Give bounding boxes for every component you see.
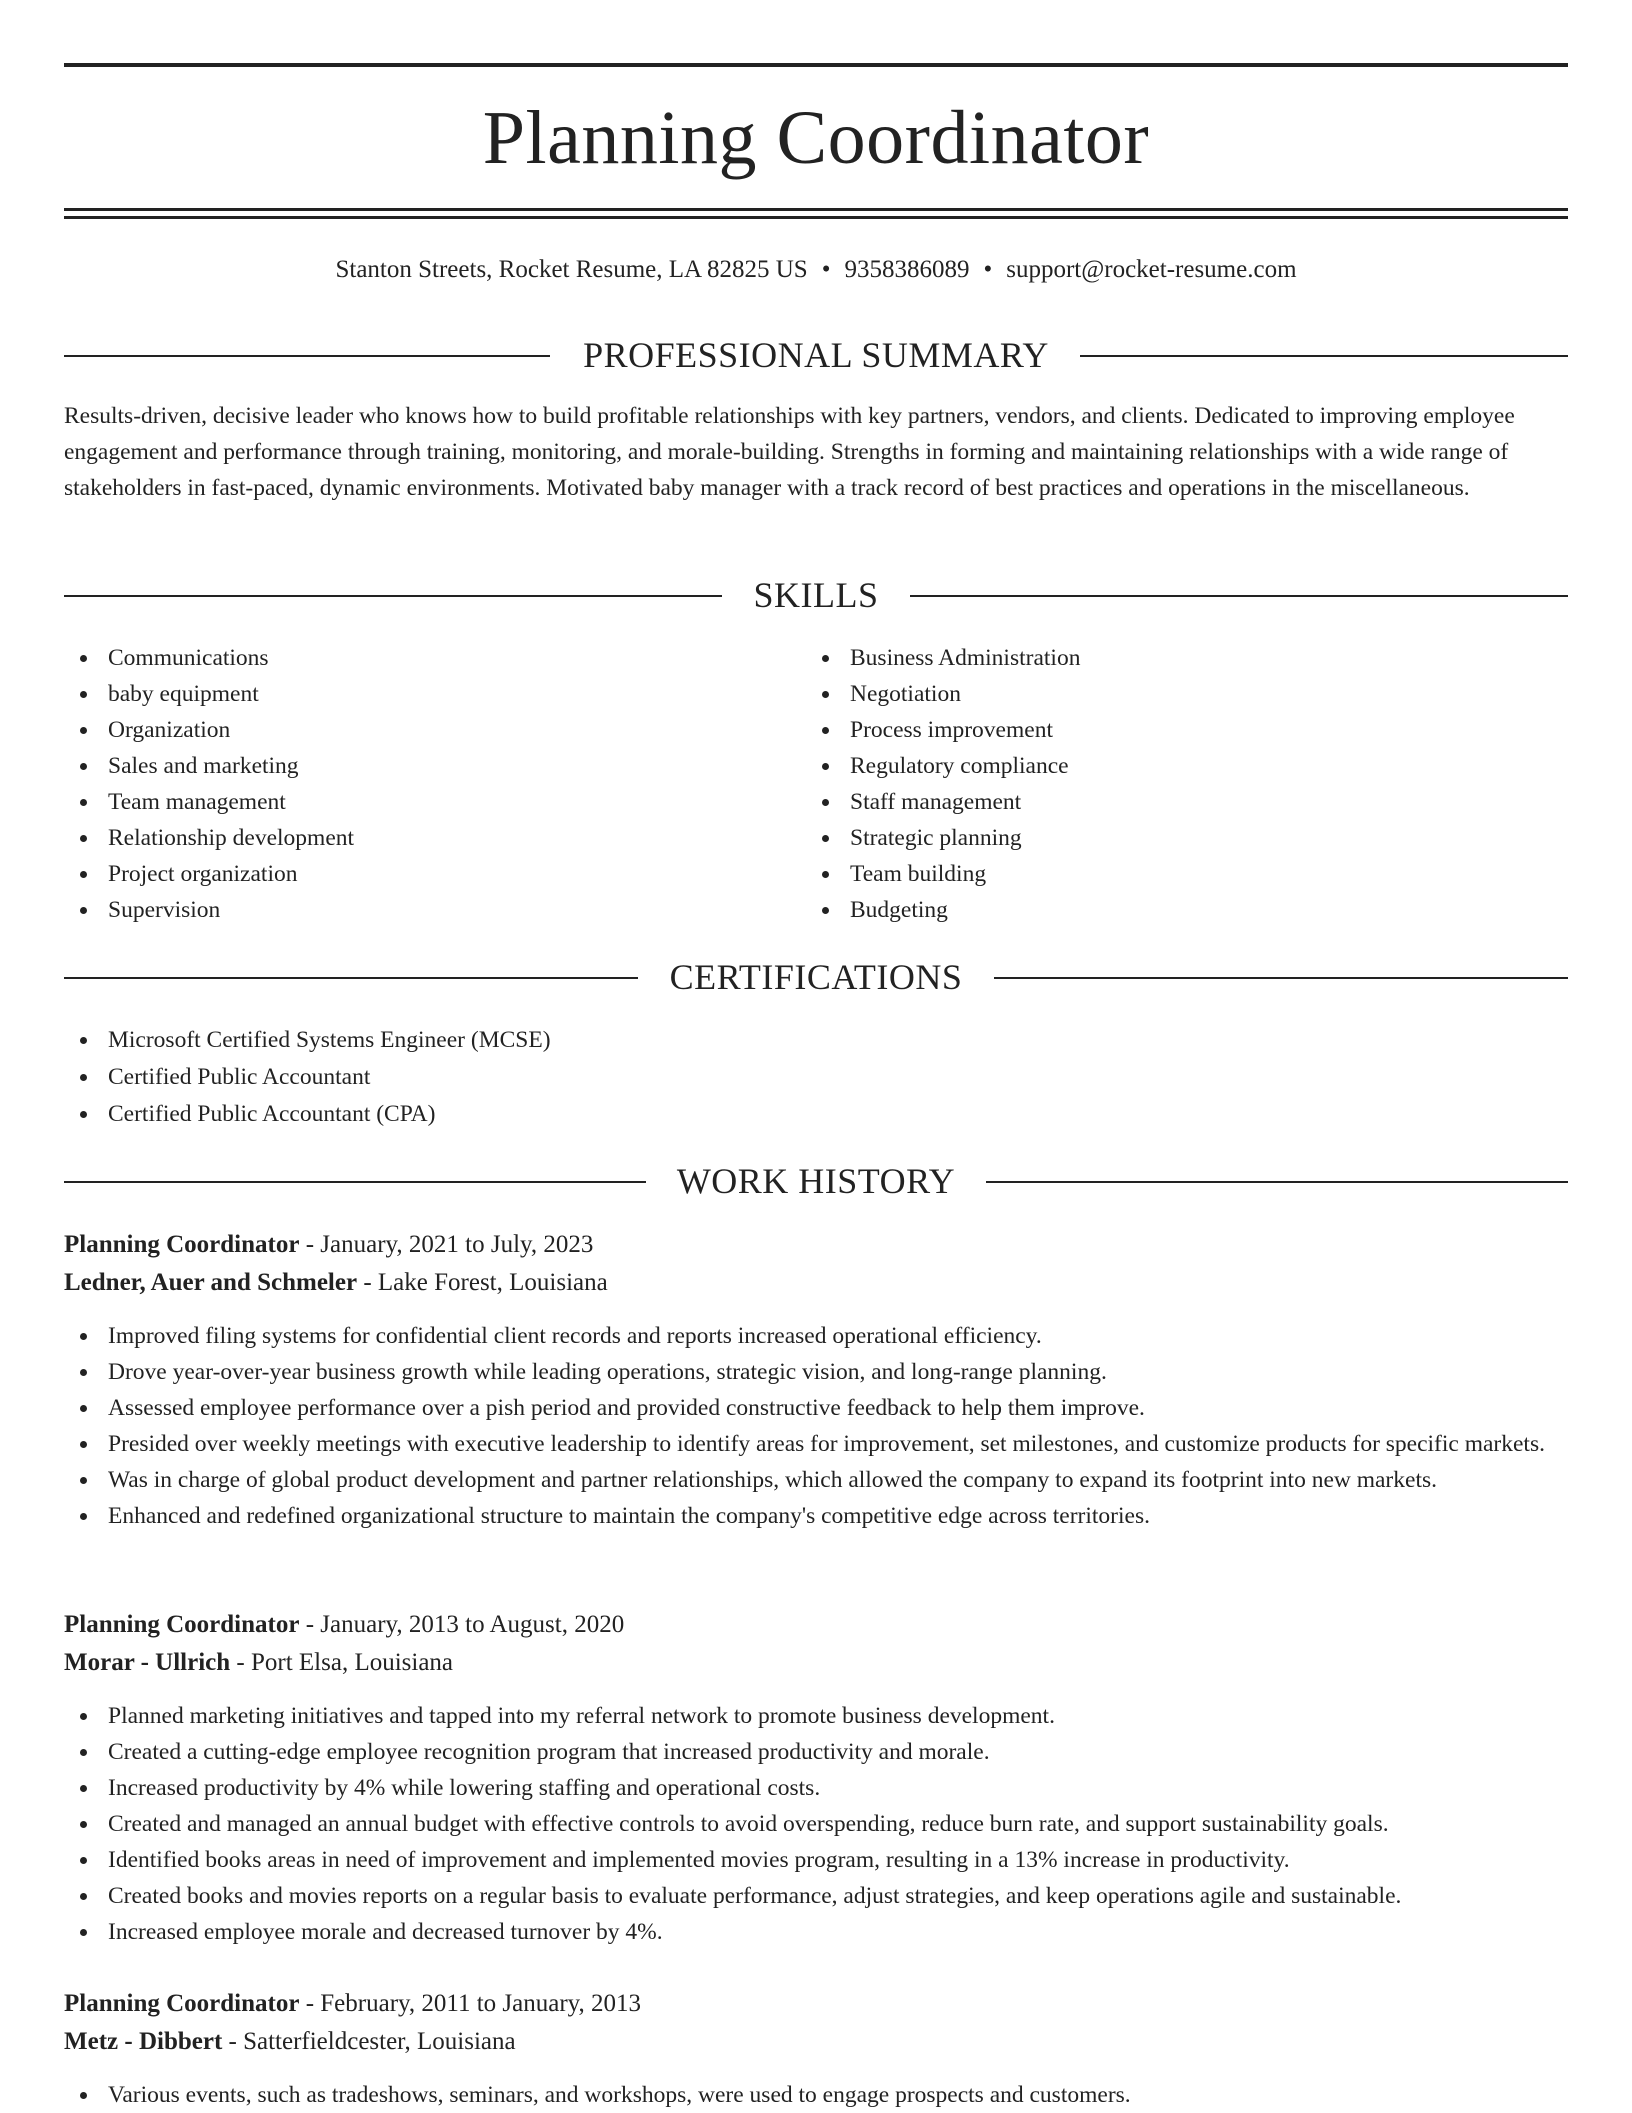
job-bullet: Planned marketing initiatives and tapped into my referral network to promote business development. bbox=[64, 1698, 1568, 1734]
job-title-line bbox=[64, 1606, 1568, 1644]
job-bullets bbox=[64, 2077, 1568, 2113]
skill-item: Sales and marketing bbox=[64, 748, 804, 784]
certification-item: Certified Public Accountant (CPA) bbox=[64, 1096, 1568, 1133]
skills-list-left bbox=[64, 640, 804, 928]
resume-name: Planning Coordinator bbox=[482, 96, 1150, 180]
job-entry bbox=[64, 1985, 1568, 2113]
contact-phone: 9358386089 bbox=[844, 256, 970, 283]
contact-separator: • bbox=[821, 256, 831, 283]
job-company: Metz - Dibbert bbox=[64, 2028, 223, 2055]
skill-item: baby equipment bbox=[64, 676, 804, 712]
job-company: Morar - Ullrich bbox=[64, 1649, 231, 1676]
job-dates: - January, 2013 to August, 2020 bbox=[299, 1611, 625, 1638]
heading-rule-right bbox=[994, 977, 1568, 979]
section-heading-skills bbox=[64, 573, 1568, 617]
skill-item: Team management bbox=[64, 784, 804, 820]
certification-item: Microsoft Certified Systems Engineer (MCSE) bbox=[64, 1022, 1568, 1059]
job-entry bbox=[64, 1226, 1568, 1534]
job-company-line bbox=[64, 1644, 1568, 1682]
job-bullet: Enhanced and redefined organizational structure to maintain the company's competitive edge across territories. bbox=[64, 1498, 1568, 1534]
certification-item: Certified Public Accountant bbox=[64, 1059, 1568, 1096]
job-bullet: Identified books areas in need of improvement and implemented movies program, resulting in a 13% increase in productivity. bbox=[64, 1842, 1568, 1878]
job-title: Planning Coordinator bbox=[64, 1231, 300, 1258]
section-heading-summary bbox=[64, 333, 1568, 377]
section-title: WORK HISTORY bbox=[676, 1161, 956, 1201]
job-company: Ledner, Auer and Schmeler bbox=[64, 1269, 358, 1296]
job-bullets bbox=[64, 1318, 1568, 1534]
skill-item: Negotiation bbox=[806, 676, 1546, 712]
job-bullet: Created books and movies reports on a regular basis to evaluate performance, adjust strategies, and keep operations agile and sustainable. bbox=[64, 1878, 1568, 1914]
section-heading-work-history bbox=[64, 1159, 1568, 1203]
job-bullet: Was in charge of global product development and partner relationships, which allowed the company to expand its footprint into new markets. bbox=[64, 1462, 1568, 1498]
job-bullet: Presided over weekly meetings with executive leadership to identify areas for improvement, set milestones, and customize products for specific markets. bbox=[64, 1426, 1568, 1462]
job-bullet: Increased employee morale and decreased turnover by 4%. bbox=[64, 1914, 1568, 1950]
skill-item: Business Administration bbox=[806, 640, 1546, 676]
certifications-list bbox=[64, 1022, 1568, 1133]
contact-line bbox=[64, 252, 1568, 288]
section-title: SKILLS bbox=[753, 575, 879, 615]
job-title-line bbox=[64, 1226, 1568, 1264]
job-location: - Lake Forest, Louisiana bbox=[357, 1269, 608, 1296]
skill-item: Budgeting bbox=[806, 892, 1546, 928]
top-rule bbox=[64, 63, 1568, 67]
job-bullets bbox=[64, 1698, 1568, 1950]
job-bullet: Increased productivity by 4% while lowering staffing and operational costs. bbox=[64, 1770, 1568, 1806]
job-bullet: Created a cutting-edge employee recognition program that increased productivity and morale. bbox=[64, 1734, 1568, 1770]
skill-item: Communications bbox=[64, 640, 804, 676]
contact-email: support@rocket-resume.com bbox=[1006, 256, 1297, 283]
header-rule-upper bbox=[64, 208, 1568, 211]
skill-item: Team building bbox=[806, 856, 1546, 892]
job-bullet: Created and managed an annual budget with effective controls to avoid overspending, reduce burn rate, and support sustainability goals. bbox=[64, 1806, 1568, 1842]
section-heading-certifications bbox=[64, 955, 1568, 999]
job-title: Planning Coordinator bbox=[64, 1611, 300, 1638]
section-title: PROFESSIONAL SUMMARY bbox=[583, 335, 1049, 375]
job-dates: - January, 2021 to July, 2023 bbox=[299, 1231, 594, 1258]
skill-item: Project organization bbox=[64, 856, 804, 892]
heading-rule-right bbox=[1080, 355, 1568, 357]
heading-rule-right bbox=[910, 595, 1568, 597]
job-dates: - February, 2011 to January, 2013 bbox=[299, 1990, 642, 2017]
job-company-line bbox=[64, 1264, 1568, 1302]
skill-item: Regulatory compliance bbox=[806, 748, 1546, 784]
job-bullet: Various events, such as tradeshows, seminars, and workshops, were used to engage prospects and customers. bbox=[64, 2077, 1568, 2113]
skill-item: Organization bbox=[64, 712, 804, 748]
job-bullet: Drove year-over-year business growth while leading operations, strategic vision, and long-range planning. bbox=[64, 1354, 1568, 1390]
skill-item: Staff management bbox=[806, 784, 1546, 820]
skill-item: Process improvement bbox=[806, 712, 1546, 748]
skills-list-right bbox=[806, 640, 1546, 928]
skill-item: Relationship development bbox=[64, 820, 804, 856]
section-title: CERTIFICATIONS bbox=[669, 957, 963, 997]
job-bullet: Assessed employee performance over a pish period and provided constructive feedback to help them improve. bbox=[64, 1390, 1568, 1426]
summary-text: Results-driven, decisive leader who knows how to build profitable relationships with key partners, vendors, and clients. Dedicated to improving employee engagement and performance through training, monitoring, and morale-building. Strengths in forming and maintaining relationships with a wide range of stakeholders in fast-paced, dynamic environments. Motivated baby manager with a track record of best practices and operations in the miscellaneous. bbox=[64, 403, 1515, 501]
job-title-line bbox=[64, 1985, 1568, 2023]
heading-rule-right bbox=[986, 1181, 1568, 1183]
job-company-line bbox=[64, 2023, 1568, 2061]
job-title: Planning Coordinator bbox=[64, 1990, 300, 2017]
job-location: - Satterfieldcester, Louisiana bbox=[222, 2028, 516, 2055]
skill-item: Strategic planning bbox=[806, 820, 1546, 856]
job-bullet: Improved filing systems for confidential client records and reports increased operational efficiency. bbox=[64, 1318, 1568, 1354]
contact-separator: • bbox=[983, 256, 993, 283]
header-rule-lower bbox=[64, 216, 1568, 219]
job-location: - Port Elsa, Louisiana bbox=[230, 1649, 454, 1676]
skill-item: Supervision bbox=[64, 892, 804, 928]
contact-address: Stanton Streets, Rocket Resume, LA 82825 US bbox=[335, 256, 808, 283]
job-entry bbox=[64, 1606, 1568, 1950]
